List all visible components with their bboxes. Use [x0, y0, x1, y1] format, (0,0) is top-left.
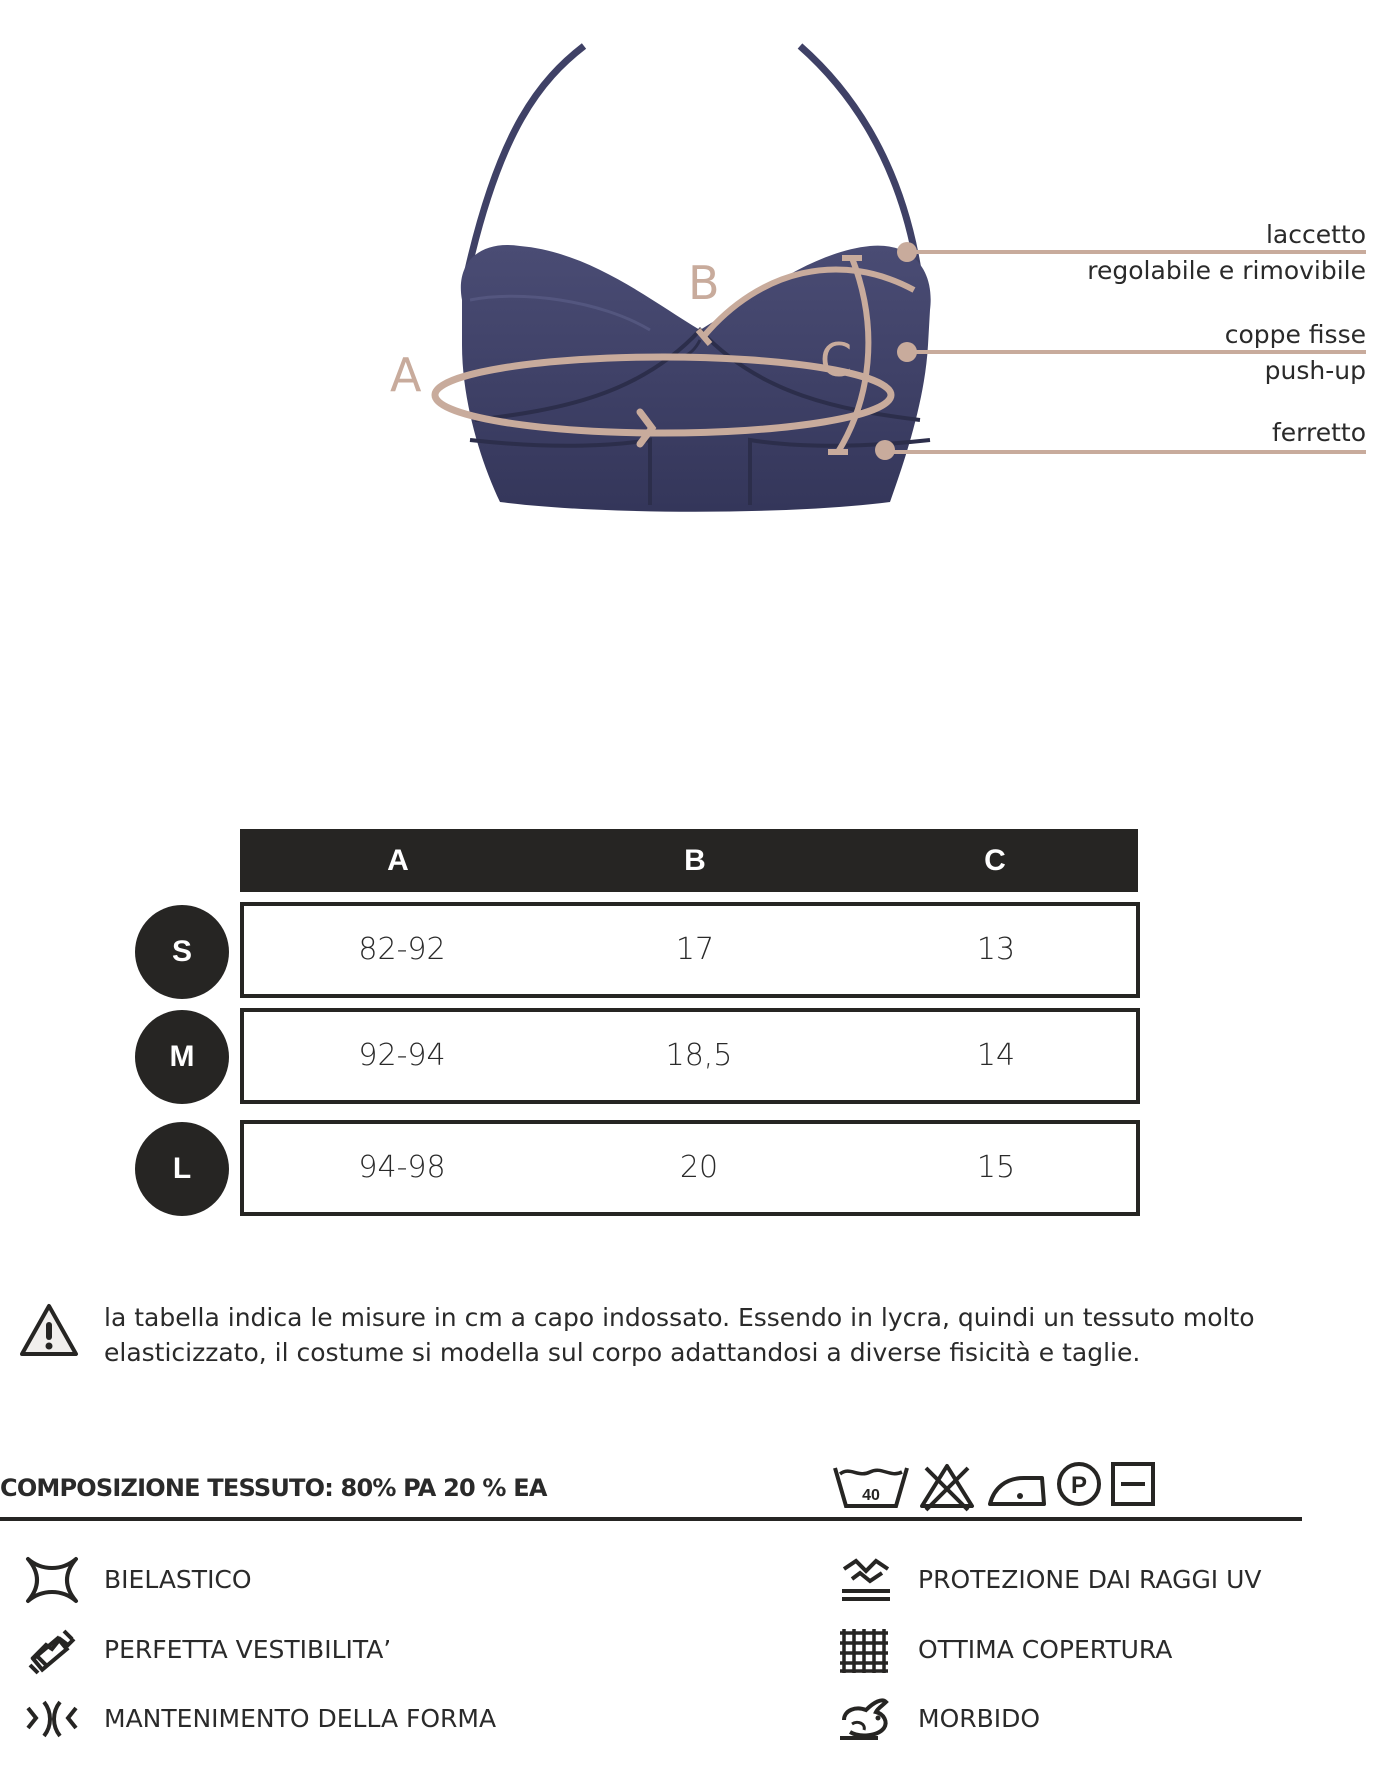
iron-low-icon: [986, 1460, 1048, 1512]
warning-icon: [18, 1302, 80, 1358]
cell-b: 20: [679, 1150, 719, 1185]
uv-protection-icon: [838, 1555, 894, 1605]
divider: [0, 1517, 1302, 1521]
note-text: la tabella indica le misure in cm a capo indossato. Essendo in lycra, quindi un tessuto molto elasticizzato, il costume si modella sul corpo adattandosi a diverse fisicità e taglie.: [104, 1303, 1255, 1367]
coverage-grid-icon: [838, 1625, 894, 1675]
size-badge-l: L: [135, 1122, 229, 1216]
header-a: A: [387, 844, 409, 877]
size-badge-s: S: [135, 905, 229, 999]
cell-c: 14: [976, 1038, 1016, 1073]
feature-label: PROTEZIONE DAI RAGGI UV: [918, 1565, 1262, 1594]
measure-letter-c: C: [820, 333, 853, 387]
feature-label: MORBIDO: [918, 1704, 1041, 1733]
measure-letter-b: B: [688, 256, 720, 310]
table-row: [240, 902, 1140, 998]
feature-label: PERFETTA VESTIBILITA’: [104, 1635, 392, 1664]
cell-b: 17: [675, 932, 715, 967]
left-strap: [468, 46, 584, 270]
callout-cups-line1: coppe fisse: [1224, 320, 1366, 349]
feature-label: BIELASTICO: [104, 1565, 252, 1594]
wash-temp-text: 40: [862, 1487, 880, 1504]
cell-a: 82-92: [358, 932, 446, 967]
callout-strap-line1: laccetto: [1265, 220, 1366, 249]
header-c: C: [984, 844, 1006, 877]
table-row: [240, 1008, 1140, 1104]
cell-a: 92-94: [358, 1038, 446, 1073]
no-bleach-icon: [918, 1460, 976, 1512]
size-badge-m: M: [135, 1010, 229, 1104]
callout-strap-line2: regolabile e rimovibile: [1087, 256, 1366, 285]
wash-40-icon: [832, 1460, 910, 1512]
cell-c: 13: [976, 932, 1016, 967]
table-header: [240, 829, 1138, 892]
cell-c: 15: [976, 1150, 1016, 1185]
right-strap: [800, 46, 918, 270]
dry-clean-letter: P: [1070, 1472, 1088, 1499]
shape-retention-icon: [24, 1694, 80, 1744]
callout-cups-line2: push-up: [1264, 356, 1366, 385]
callout-underwire: ferretto: [1271, 418, 1366, 447]
header-b: B: [684, 844, 706, 877]
soft-rabbit-icon: [838, 1694, 894, 1744]
feature-label: MANTENIMENTO DELLA FORMA: [104, 1704, 497, 1733]
cell-a: 94-98: [358, 1150, 446, 1185]
cell-b: 18,5: [665, 1038, 733, 1073]
table-row: [240, 1120, 1140, 1216]
garment-diagram: [0, 0, 1382, 560]
stretch-icon: [24, 1555, 80, 1605]
dry-clean-p-icon: [1056, 1460, 1102, 1510]
composition-label: COMPOSIZIONE TESSUTO: 80% PA 20 % EA: [0, 1474, 547, 1502]
measure-letter-a: A: [390, 348, 422, 402]
fit-icon: [24, 1625, 80, 1675]
dry-flat-icon: [1110, 1460, 1156, 1510]
feature-label: OTTIMA COPERTURA: [918, 1635, 1173, 1664]
